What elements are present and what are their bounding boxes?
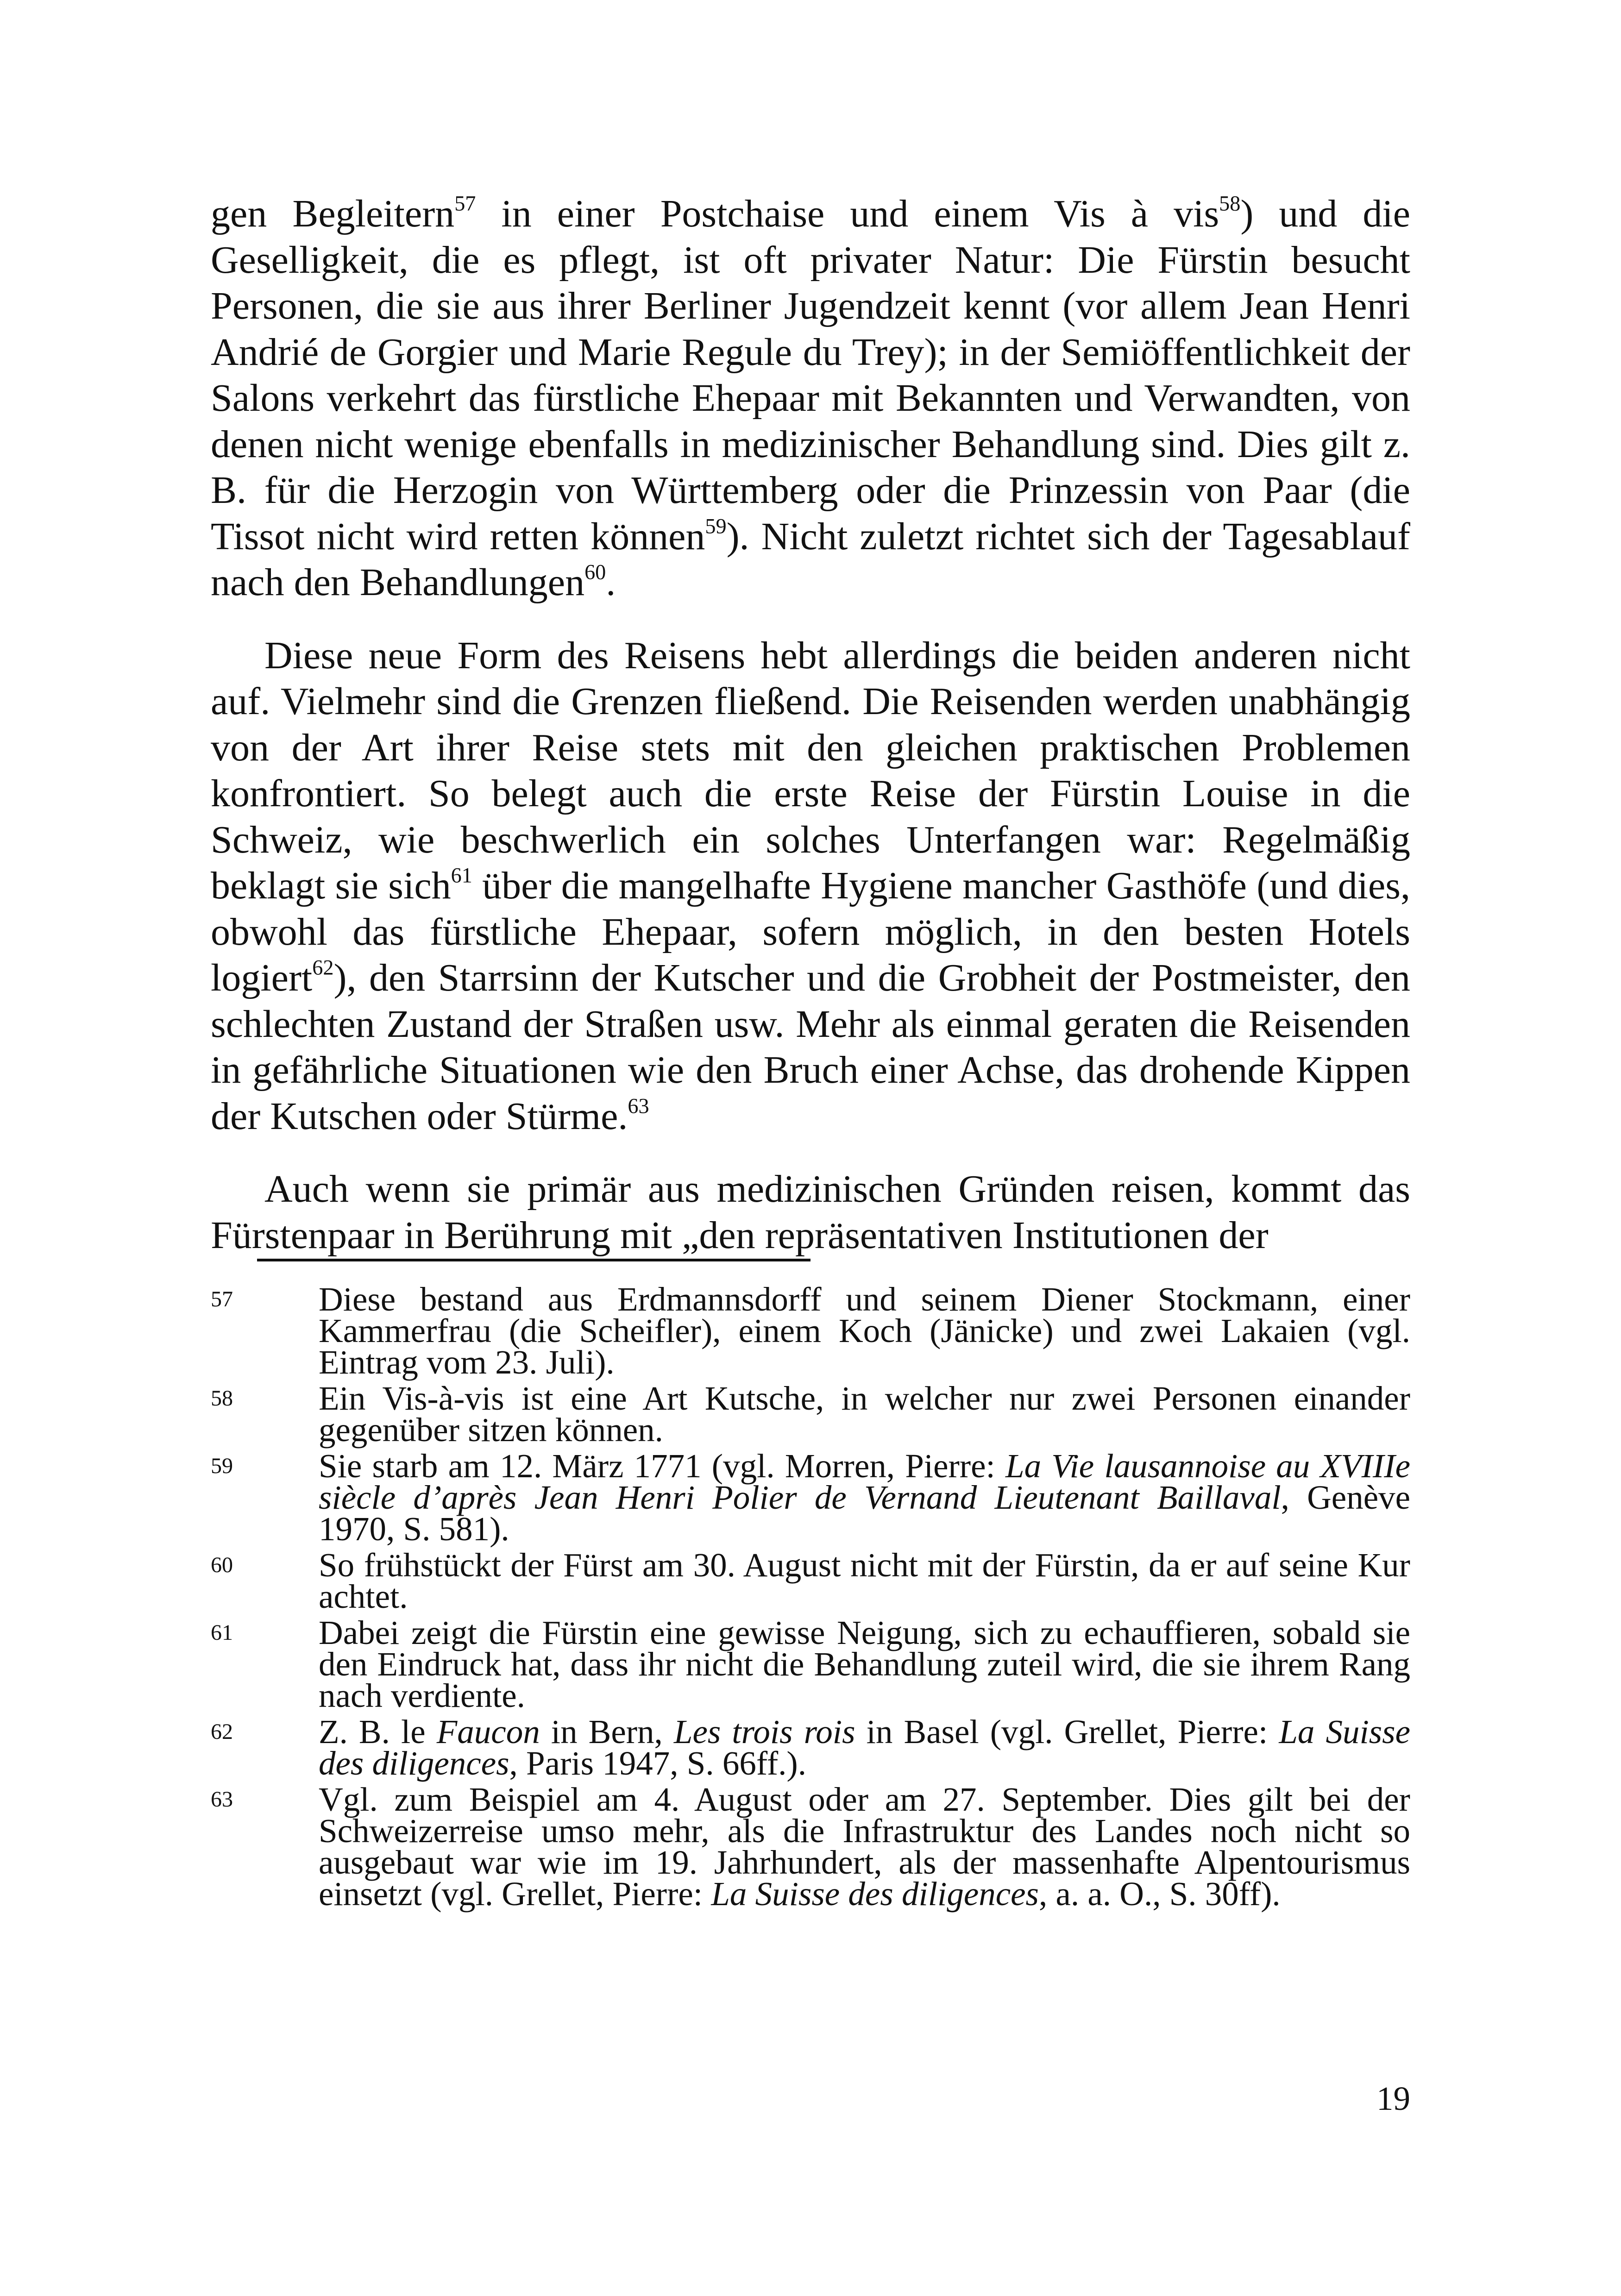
footnote-text <box>319 1447 1411 1548</box>
footnote-ref[interactable]: 61 <box>451 863 472 887</box>
footnote-ref[interactable]: 60 <box>584 560 606 584</box>
footnote-61 <box>211 1614 1410 1714</box>
text-run: , Genève 1970, S. 581). <box>319 1479 1410 1548</box>
paragraph-3: Auch wenn sie primär aus medizinischen Gründen reisen, kommt das Fürstenpaar in Berührung mit „den repräsentativen Institutionen der <box>211 1167 1410 1257</box>
footnote-ref[interactable]: 58 <box>1219 191 1241 215</box>
text-run: Z. B. le <box>319 1713 437 1750</box>
text-run: Sie starb am 12. März 1771 (vgl. Morren, Pierre: <box>319 1447 1005 1485</box>
footnote-number: 58 <box>211 1386 233 1411</box>
paragraph-2 <box>211 633 1410 1140</box>
citation-title: La Suisse des diligences <box>711 1875 1039 1913</box>
footnote-59 <box>211 1447 1411 1548</box>
citation-title: Faucon <box>436 1713 540 1750</box>
footnote-58 <box>211 1380 1410 1449</box>
text-run: , a. a. O., S. 30ff). <box>1038 1875 1281 1913</box>
text-run: ) und die Geselligkeit, die es pflegt, ist oft privater Natur: Die Fürstin besucht Personen, die sie aus ihrer Berliner Jugendzeit kennt (vor allem Jean Henri Andrié de Gorgier und Marie Regule du Trey); in der Semiöffentlichkeit der Salons verkehrt das fürstliche Ehepaar mit Bekannten und Verwandten, von denen nicht wenige ebenfalls in medizinischer Behandlung sind. Dies gilt z. B. für die Herzogin von Württemberg oder die Prinzessin von Paar (die Tissot nicht wird retten können <box>211 192 1411 558</box>
citation-title: La Suisse des diligences <box>319 1713 1410 1782</box>
footnote-ref[interactable]: 57 <box>454 191 476 215</box>
text-run: in Bern, <box>540 1713 674 1750</box>
main-text <box>211 191 1410 1258</box>
footnote-text: Ein Vis-à-vis ist eine Art Kutsche, in welcher nur zwei Personen einander gegenüber sitzen können. <box>319 1380 1410 1449</box>
footnote-number: 63 <box>211 1787 233 1812</box>
citation-title: La Vie lausannoise au XVIIIe siècle d’après Jean Henri Polier de Vernand Lieutenant Baillaval <box>319 1447 1411 1516</box>
page-number: 19 <box>1376 2080 1410 2117</box>
footnote-separator <box>257 1259 810 1261</box>
footnote-57 <box>211 1280 1410 1381</box>
footnote-text: Dabei zeigt die Fürstin eine gewisse Neigung, sich zu echauffieren, sobald sie den Eindruck hat, dass ihr nicht die Behandlung zuteil wird, die sie ihrem Rang nach verdiente. <box>319 1614 1410 1714</box>
text-run: in einer Postchaise und einem Vis à vis <box>476 192 1219 235</box>
citation-title: Les trois rois <box>673 1713 855 1750</box>
footnote-62 <box>211 1713 1410 1782</box>
footnote-number: 60 <box>211 1553 233 1577</box>
footnote-number: 59 <box>211 1454 233 1478</box>
footnote-number: 57 <box>211 1287 233 1311</box>
footnote-text: So frühstückt der Fürst am 30. August nicht mit der Fürstin, da er auf seine Kur achtet. <box>319 1546 1410 1615</box>
text-run: gen Begleitern <box>211 192 455 235</box>
footnote-63 <box>211 1781 1410 1913</box>
footnote-ref[interactable]: 62 <box>312 955 334 979</box>
text-run: in Basel (vgl. Grellet, Pierre: <box>855 1713 1279 1750</box>
text-run: , Paris 1947, S. 66ff.). <box>509 1744 806 1782</box>
footnote-number: 61 <box>211 1620 233 1645</box>
footnote-text <box>319 1781 1410 1913</box>
footnote-60 <box>211 1546 1410 1615</box>
text-run: ). Nicht zuletzt richtet sich der Tagesablauf nach den Behandlungen <box>211 514 1410 604</box>
footnotes <box>211 1280 1411 1914</box>
footnote-text <box>319 1713 1410 1782</box>
paragraph-1 <box>211 191 1410 606</box>
footnote-text: Diese bestand aus Erdmannsdorff und seinem Diener Stockmann, einer Kammerfrau (die Scheifler), einem Koch (Jänicke) und zwei Lakaien (vgl. Eintrag vom 23. Juli). <box>319 1280 1410 1381</box>
footnote-ref[interactable]: 63 <box>628 1093 649 1117</box>
text-run: Diese neue Form des Reisens hebt allerdings die beiden anderen nicht auf. Vielmehr sind die Grenzen fließend. Die Reisenden werden unabhängig von der Art ihrer Reise stets mit den gleichen praktischen Problemen konfrontiert. So belegt auch die erste Reise der Fürstin Louise in die Schweiz, wie beschwerlich ein solches Unterfangen war: Regelmäßig beklagt sie sich <box>211 634 1410 907</box>
text-run: über die mangelhafte Hygiene mancher Gasthöfe (und dies, obwohl das fürstliche Ehepaar, sofern möglich, in den besten Hotels logiert <box>211 864 1410 999</box>
footnote-ref[interactable]: 59 <box>705 514 727 538</box>
footnote-number: 62 <box>211 1719 233 1744</box>
text-run: Vgl. zum Beispiel am 4. August oder am 27. September. Dies gilt bei der Schweizerreise umso mehr, als die Infrastruktur des Landes noch nicht so ausgebaut war wie im 19. Jahrhundert, als der massenhafte Alpentourismus einsetzt (vgl. Grellet, Pierre: <box>319 1781 1410 1913</box>
text-run: ), den Starrsinn der Kutscher und die Grobheit der Postmeister, den schlechten Zustand der Straßen usw. Mehr als einmal geraten die Reisenden in gefährliche Situationen wie den Bruch einer Achse, das drohende Kippen der Kutschen oder Stürme. <box>211 956 1410 1138</box>
text-run: . <box>606 561 616 604</box>
